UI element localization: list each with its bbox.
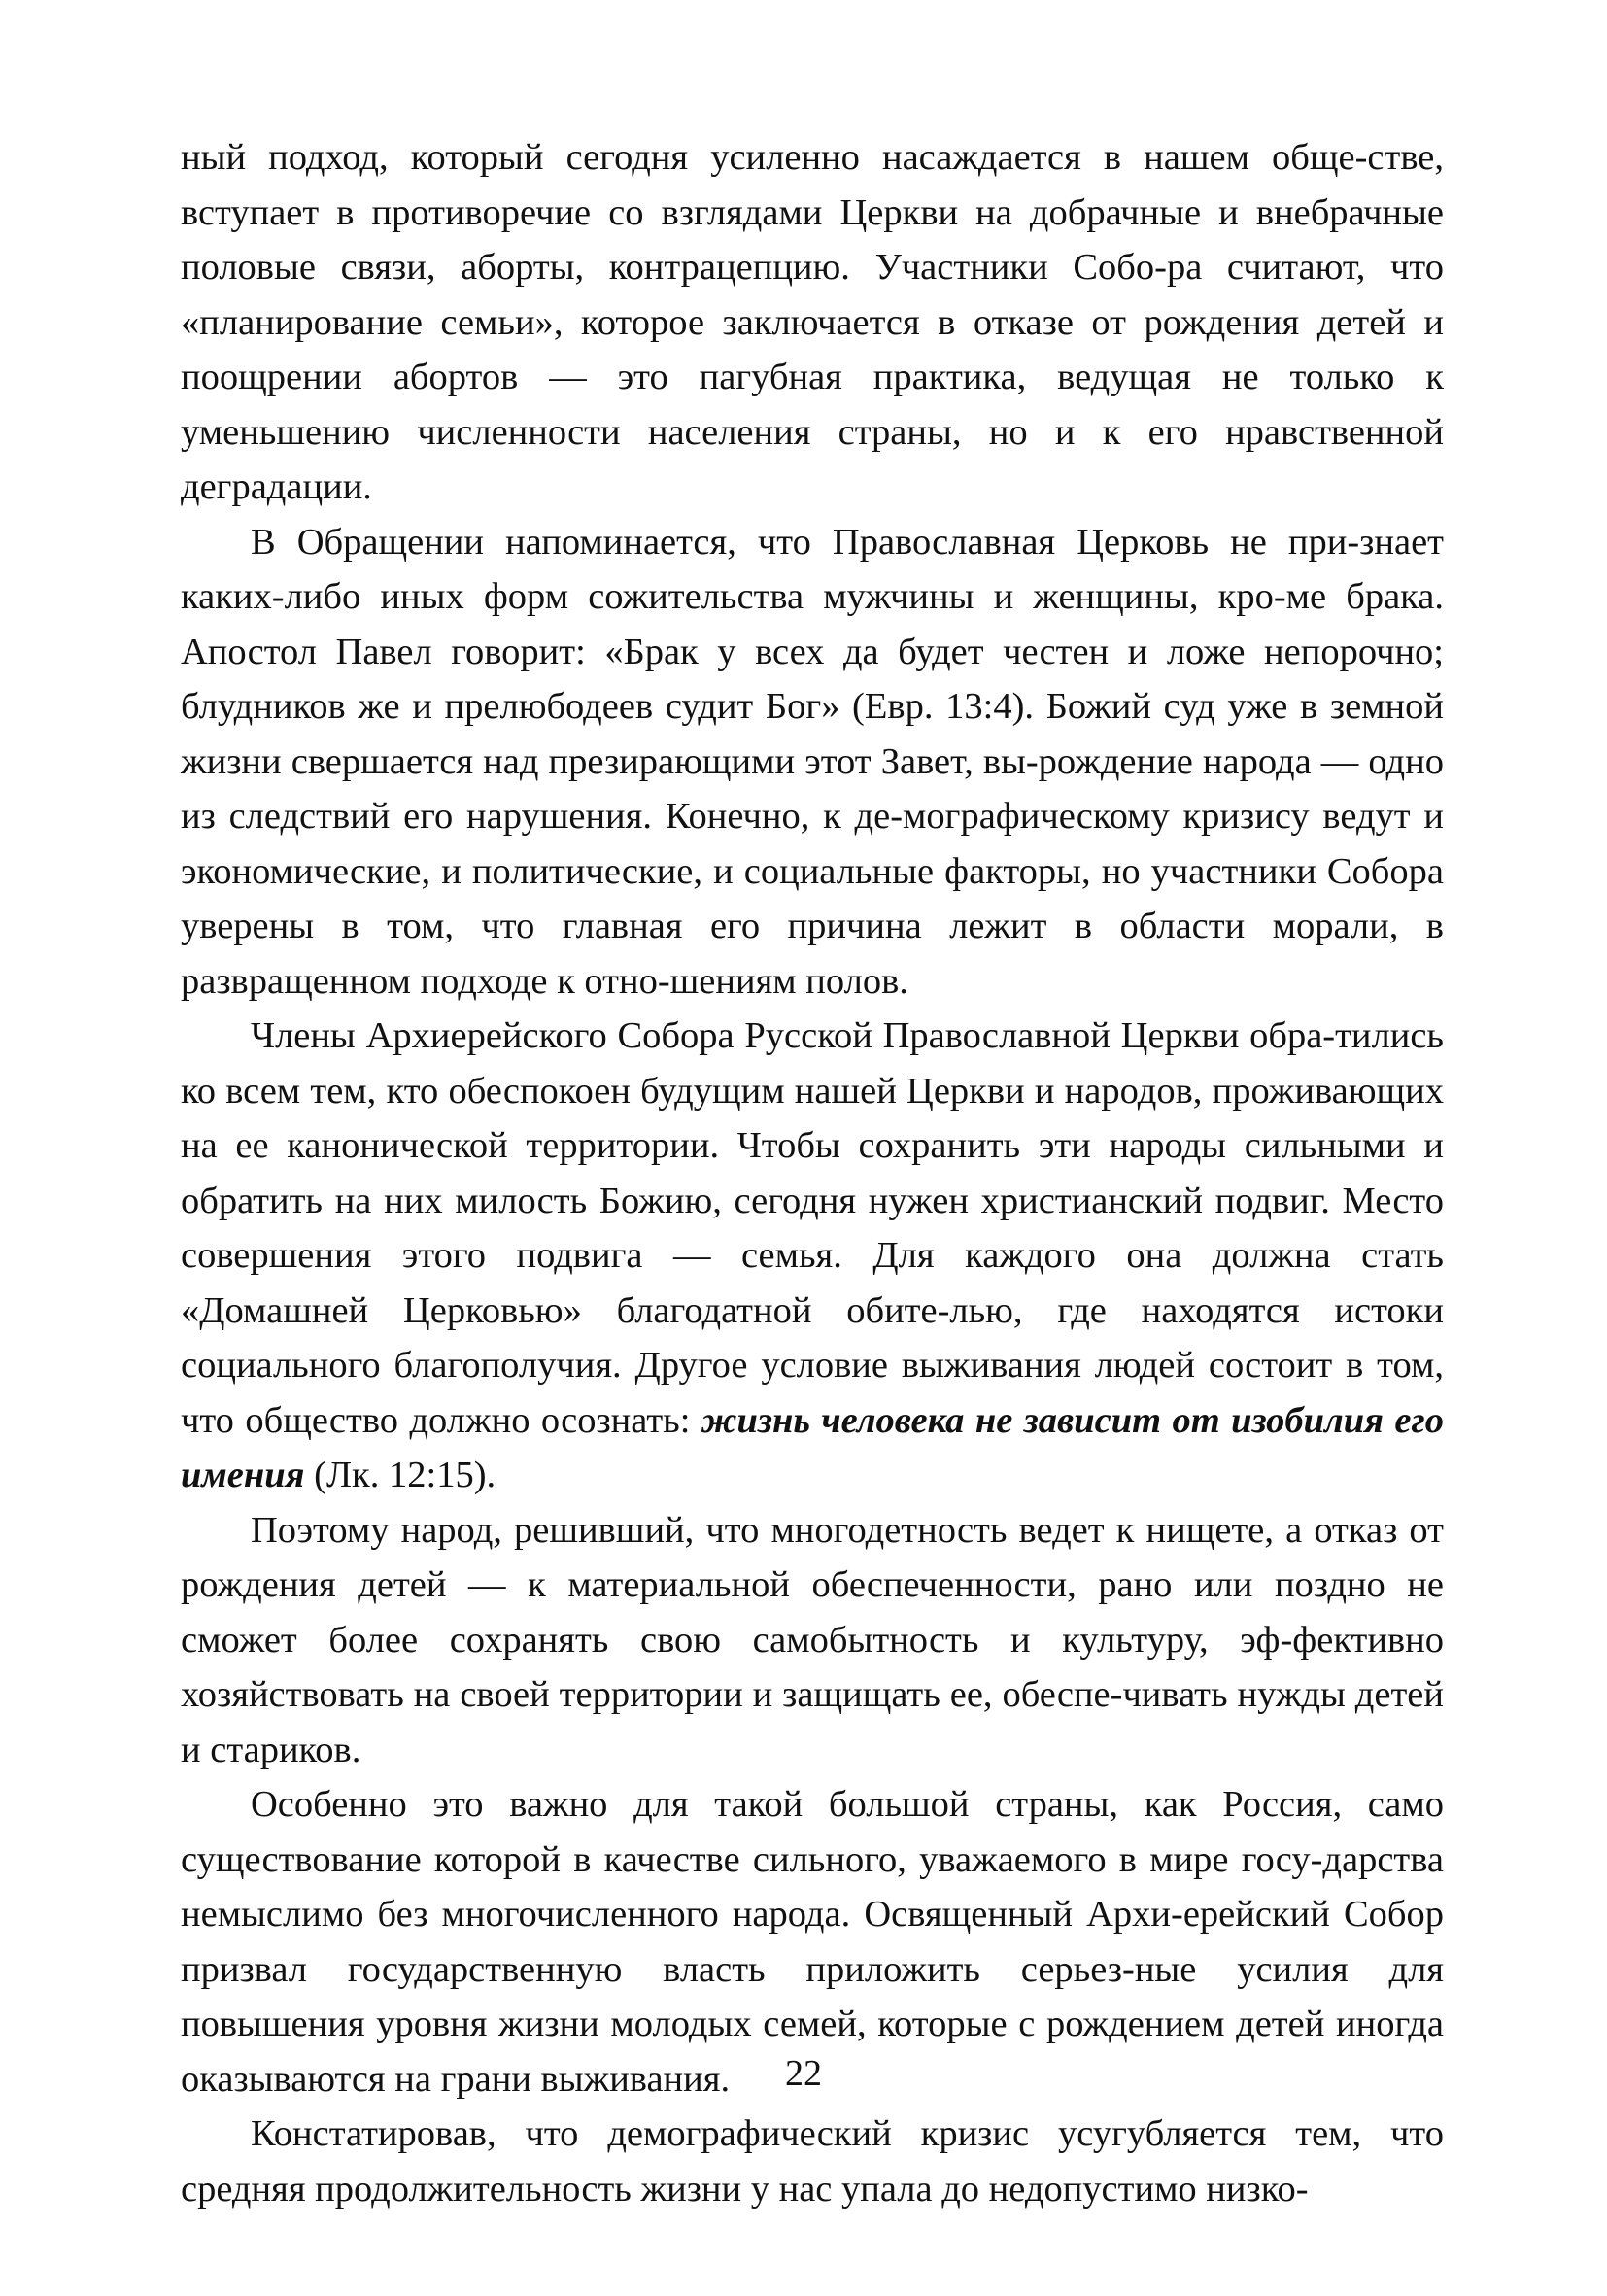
paragraph-3-emphasis: жизнь человека не зависит от изобилия его имения: [181, 1399, 1444, 1495]
paragraph-6: Констатировав, что демографический кризис усугубляется тем, что средняя продолжительность жизни у нас упала до недопустимо низко-: [181, 2113, 1444, 2210]
page-number: 22: [785, 2053, 822, 2094]
paragraph-3: [181, 1009, 1444, 1503]
paragraph-5: Особенно это важно для такой большой страны, как Россия, само существование которой в качестве сильного, уважаемого в мире госу-дарства немыслимо без многочисленного народа. Освященный Архи-ерейский Собор призвал государственную власть приложить серьез-ные усилия для повышения уровня жизни молодых семей, которые с рождением детей иногда оказываются на грани выживания.: [181, 1784, 1444, 2100]
body-text: [181, 130, 1444, 2216]
paragraph-2: В Обращении напоминается, что Православная Церковь не при-знает каких-либо иных форм сожительства мужчины и женщины, кро-ме брака. Апостол Павел говорит: «Брак у всех да будет честен и ложе непорочно; блудников же и прелюбодеев судит Бог» (Евр. 13:4). Божий суд уже в земной жизни свершается над презирающими этот Завет, вы-рождение народа — одно из следствий его нарушения. Конечно, к де-мографическому кризису ведут и экономические, и политические, и социальные факторы, но участники Собора уверены в том, что главная его причина лежит в области морали, в развращенном подходе к отно-шениям полов.: [181, 521, 1444, 1002]
paragraph-3-text-after: (Лк. 12:15).: [304, 1455, 496, 1495]
paragraph-1: ный подход, который сегодня усиленно насаждается в нашем обще-стве, вступает в противоречие со взглядами Церкви на добрачные и внебрачные половые связи, аборты, контрацепцию. Участники Собо-ра считают, что «планирование семьи», которое заключается в отказе от рождения детей и поощрении абортов — это пагубная практика, ведущая не только к уменьшению численности населения страны, но и к его нравственной деградации.: [181, 137, 1444, 507]
paragraph-3-text-before: Члены Архиерейского Собора Русской Православной Церкви обра-тились ко всем тем, кто обеспокоен будущим нашей Церкви и народов, проживающих на ее канонической территории. Чтобы сохранить эти народы сильными и обратить на них милость Божию, сегодня нужен христианский подвиг. Место совершения этого подвига — семья. Для каждого она должна стать «Домашней Церковью» благодатной обите-лью, где находятся истоки социального благополучия. Другое условие выживания людей состоит в том, что общество должно осознать:: [181, 1015, 1444, 1441]
paragraph-4: Поэтому народ, решивший, что многодетность ведет к нищете, а отказ от рождения детей — к материальной обеспеченности, рано или поздно не сможет более сохранять свою самобытность и культуру, эф-фективно хозяйствовать на своей территории и защищать ее, обеспе-чивать нужды детей и стариков.: [181, 1509, 1444, 1770]
